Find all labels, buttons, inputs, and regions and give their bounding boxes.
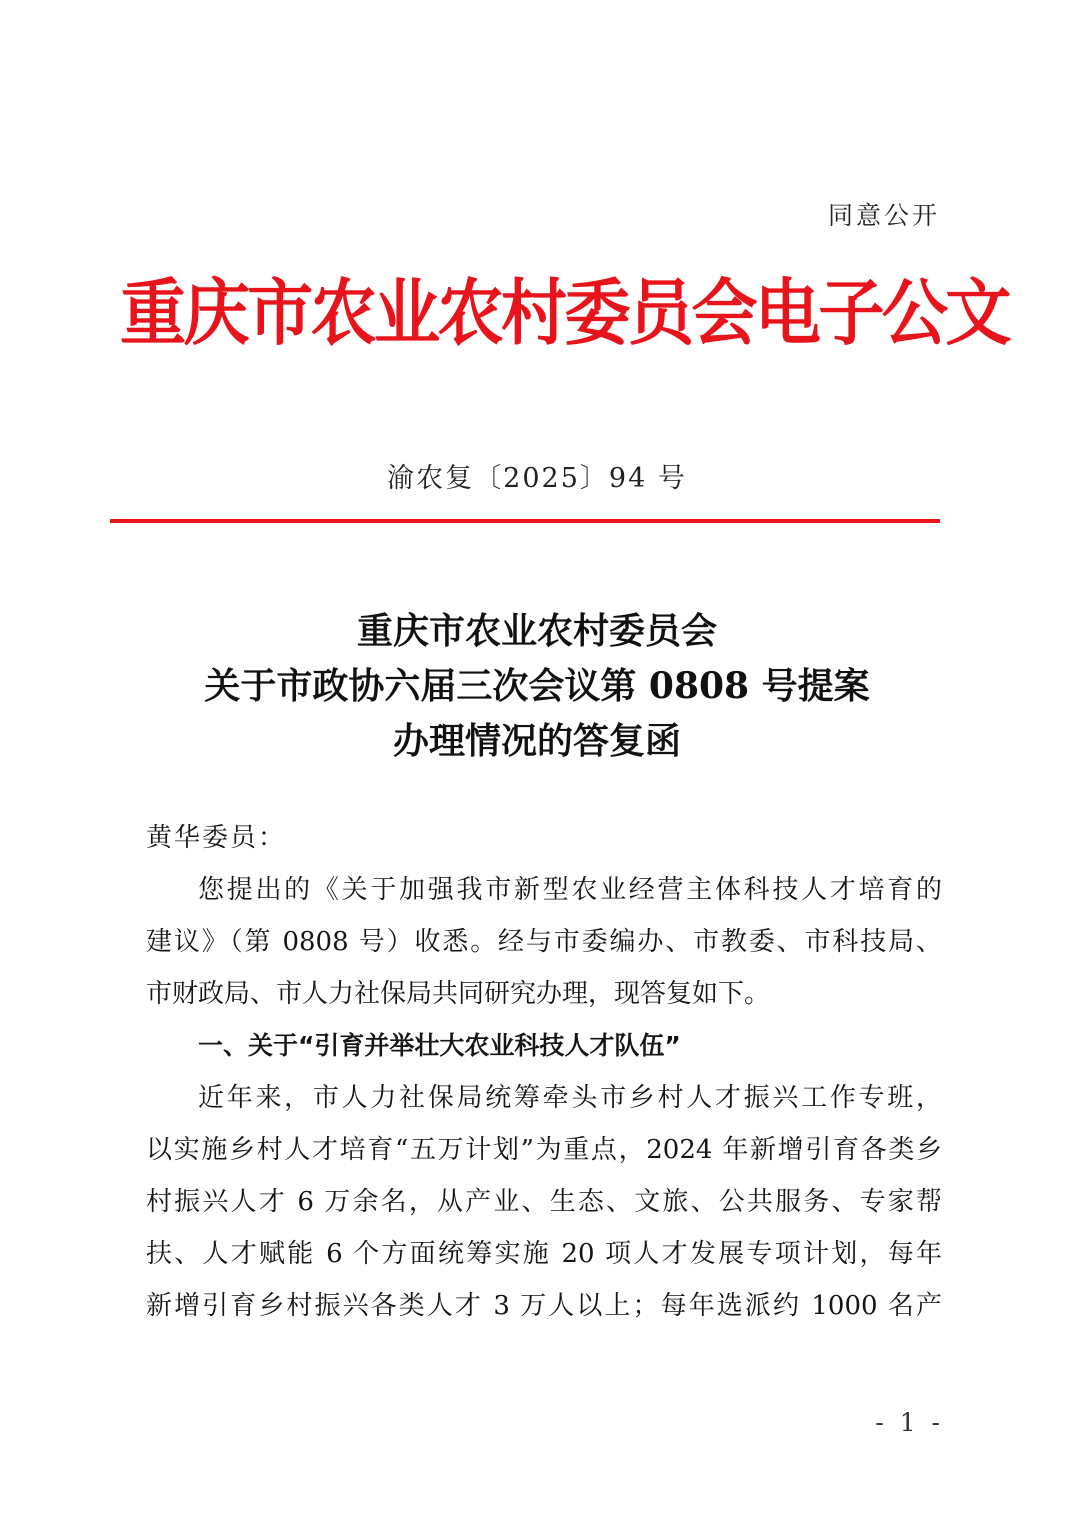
section1-line-3: 村振兴人才 6 万余名，从产业、生态、文旅、公共服务、专家帮 xyxy=(146,1187,942,1217)
red-separator-rule xyxy=(110,519,940,523)
page-number: - 1 - xyxy=(875,1408,944,1437)
section1-line-5: 新增引育乡村振兴各类人才 3 万人以上；每年选派约 1000 名产 xyxy=(146,1291,942,1321)
document-title xyxy=(0,604,1074,769)
title-line-3: 办理情况的答复函 xyxy=(392,720,681,762)
title-line-2: 关于市政协六届三次会议第 0808 号提案 xyxy=(204,665,870,707)
masthead-title: 重庆市农业农村委员会电子公文 xyxy=(120,271,1009,355)
section-heading-1: 一、关于“引育并举壮大农业科技人才队伍” xyxy=(198,1031,681,1060)
salutation: 黄华委员： xyxy=(146,823,287,853)
intro-line-2: 建议》（第 0808 号）收悉。经与市委编办、市教委、市科技局、 xyxy=(146,927,942,957)
intro-line-3: 市财政局、市人力社保局共同研究办理，现答复如下。 xyxy=(146,979,771,1009)
section1-line-2: 以实施乡村人才培育“五万计划”为重点，2024 年新增引育各类乡 xyxy=(146,1135,942,1165)
disclosure-label: 同意公开 xyxy=(827,201,940,230)
title-line-1: 重庆市农业农村委员会 xyxy=(356,610,717,652)
intro-line-1: 您提出的《关于加强我市新型农业经营主体科技人才培育的 xyxy=(198,875,942,905)
section1-line-1: 近年来，市人力社保局统筹牵头市乡村人才振兴工作专班， xyxy=(198,1083,942,1113)
section1-line-4: 扶、人才赋能 6 个方面统筹实施 20 项人才发展专项计划，每年 xyxy=(146,1239,942,1269)
document-number: 渝农复〔2025〕94 号 xyxy=(387,463,687,494)
letter-body xyxy=(146,812,942,1332)
